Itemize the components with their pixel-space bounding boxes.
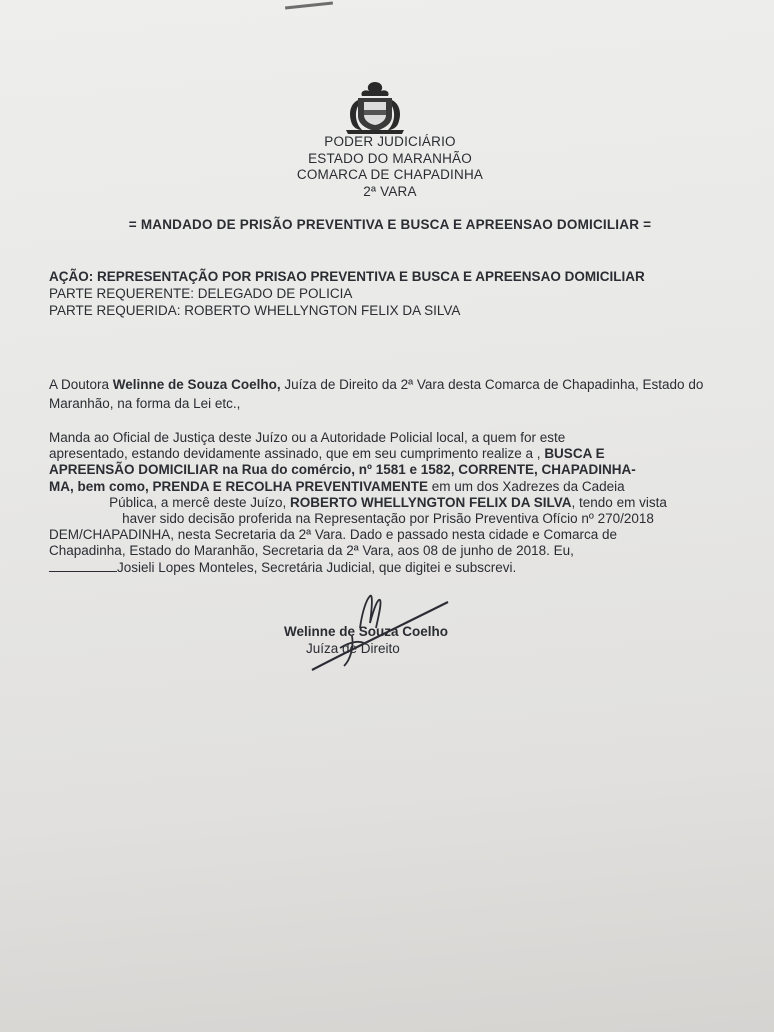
body-line-6: haver sido decisão proferida na Representação por Prisão Preventiva Ofício nº 270/2018 bbox=[122, 511, 654, 527]
header-line-4: 2ª VARA bbox=[363, 183, 417, 199]
defendant-name: ROBERTO WHELLYNGTON FELIX DA SILVA bbox=[290, 494, 572, 510]
acao-line: AÇÃO: REPRESENTAÇÃO POR PRISAO PREVENTIVA E BUSCA E APREENSAO DOMICILIAR bbox=[49, 269, 645, 284]
signatory-name: Welinne de Souza Coelho bbox=[284, 624, 449, 639]
pen-mark bbox=[285, 1, 333, 9]
body-line-5-end: , tendo em vista bbox=[571, 494, 667, 510]
header-line-3: COMARCA DE CHAPADINHA bbox=[296, 167, 484, 182]
body-line-5-text: Pública, a mercê deste Juízo, bbox=[109, 494, 290, 510]
judge-name: Welinne de Souza Coelho, bbox=[112, 377, 281, 392]
body-line-2 bbox=[49, 446, 727, 462]
intro-text-1: A Doutora bbox=[49, 377, 113, 392]
body-line-9-text: Josieli Lopes Monteles, Secretária Judicial, que digitei e subscrevi. bbox=[117, 559, 517, 575]
signatory-role: Juíza de Direito bbox=[306, 641, 400, 656]
signature-blank bbox=[49, 560, 117, 572]
header-line-2: ESTADO DO MARANHÃO bbox=[308, 150, 472, 166]
body-line-7: DEM/CHAPADINHA, nesta Secretaria da 2ª Vara. Dado e passado nesta cidade e Comarca de bbox=[49, 527, 618, 543]
document-title: = MANDADO DE PRISÃO PREVENTIVA E BUSCA E APREENSAO DOMICILIAR = bbox=[128, 217, 652, 232]
body-line-2-text: apresentado, estando devidamente assinado, que em seu cumprimento realize a , bbox=[49, 446, 545, 462]
order-paragraph bbox=[49, 430, 727, 576]
requerente-line: PARTE REQUERENTE: DELEGADO DE POLICIA bbox=[49, 286, 353, 301]
court-header bbox=[200, 134, 580, 200]
body-line-4 bbox=[49, 479, 727, 495]
parties-block bbox=[49, 268, 645, 319]
intro-paragraph bbox=[49, 375, 725, 413]
handwritten-signature bbox=[300, 588, 460, 678]
coat-of-arms-icon bbox=[344, 80, 406, 134]
body-line-3: APREENSÃO DOMICILIAR na Rua do comércio, nº 1581 e 1582, CORRENTE, CHAPADINHA- bbox=[49, 462, 636, 478]
intro-text-2: Juíza de Direito da 2ª Vara desta Comarca de Chapadinha, Estado do Maranhão, na forma da Lei etc., bbox=[49, 377, 704, 411]
requerida-line: PARTE REQUERIDA: ROBERTO WHELLYNGTON FELIX DA SILVA bbox=[49, 303, 461, 318]
body-line-1: Manda ao Oficial de Justiça deste Juízo ou a Autoridade Policial local, a quem for este bbox=[49, 430, 566, 445]
body-line-8: Chapadinha, Estado do Maranhão, Secretaria da 2ª Vara, aos 08 de junho de 2018. Eu, bbox=[49, 543, 574, 559]
body-line-4-bold: MA, bem como, PRENDA E RECOLHA PREVENTIVAMENTE bbox=[49, 478, 429, 494]
body-line-4-text: em um dos Xadrezes da Cadeia bbox=[428, 478, 625, 494]
body-line-2-bold: BUSCA E bbox=[544, 446, 605, 462]
body-line-5 bbox=[49, 495, 727, 511]
body-line-9 bbox=[49, 560, 727, 576]
header-line-1: PODER JUDICIÁRIO bbox=[324, 134, 456, 149]
